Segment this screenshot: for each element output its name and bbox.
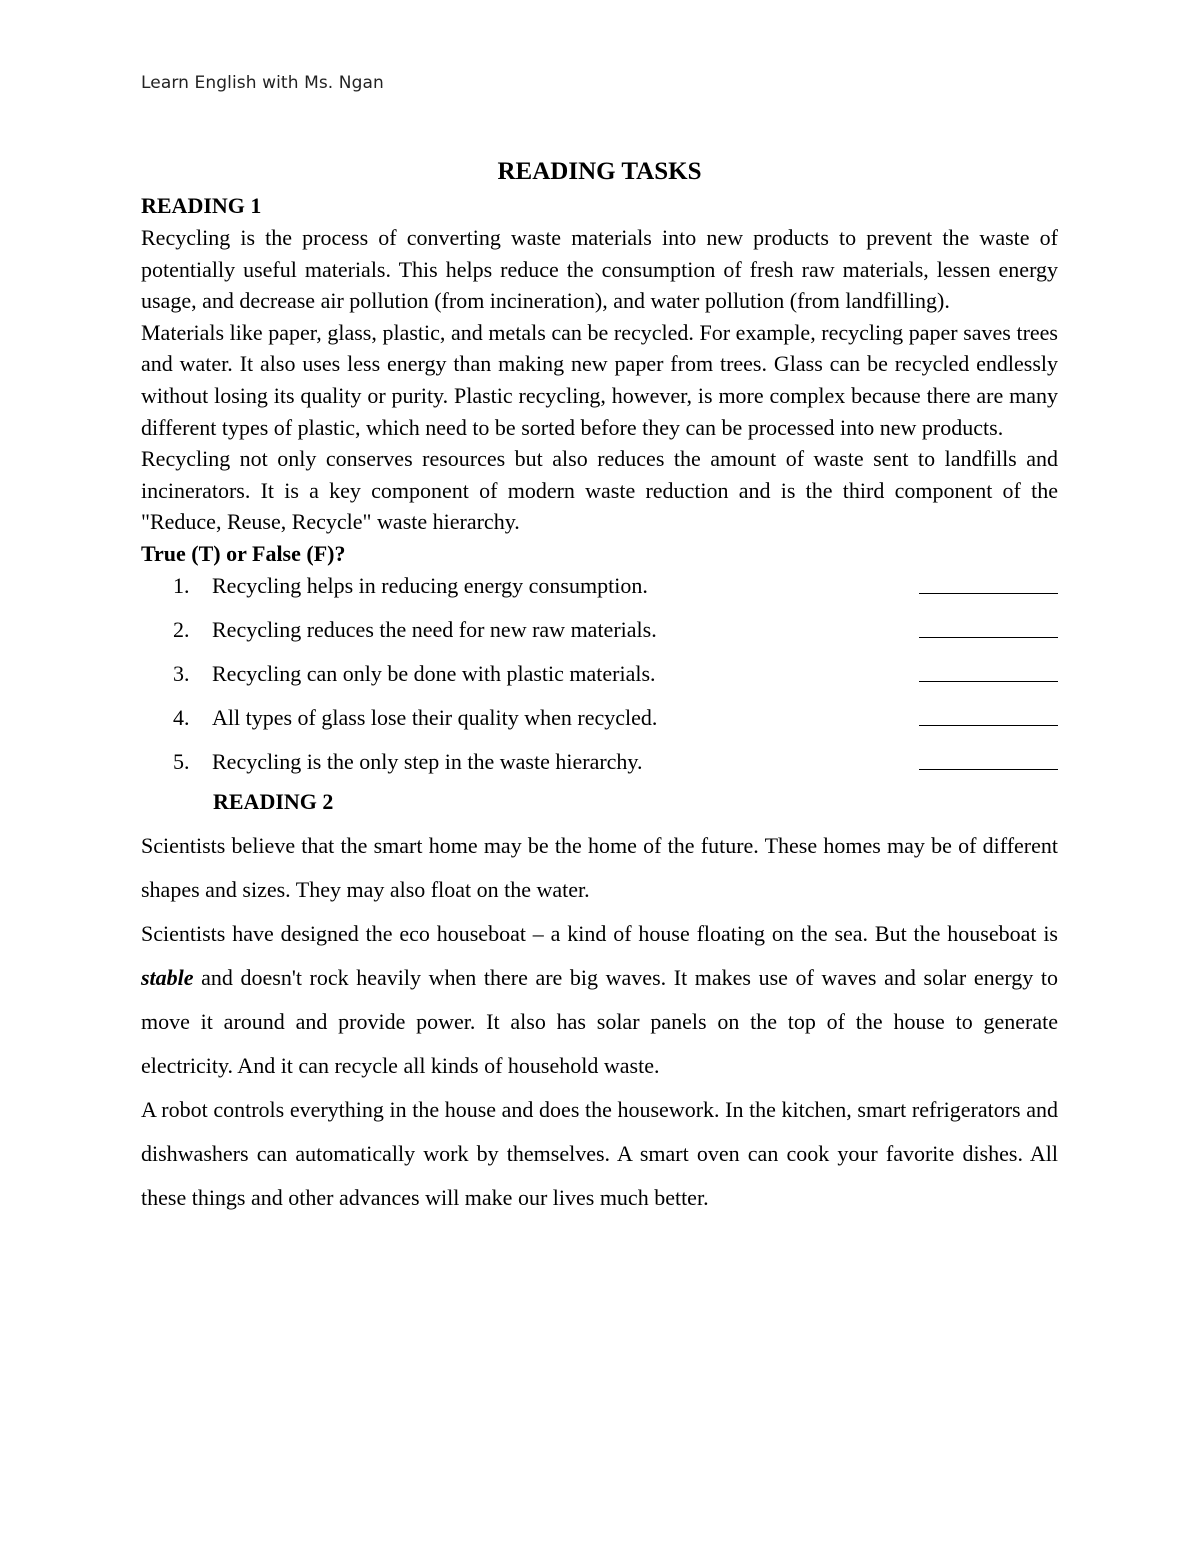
true-false-heading: True (T) or False (F)? — [141, 540, 346, 566]
page-title: READING TASKS — [497, 158, 702, 185]
reading-1-heading: READING 1 — [141, 193, 262, 218]
reading-1-paragraph-3: Recycling not only conserves resources but also reduces the amount of waste sent to landfills and incinerators. It is a key component of modern waste reduction and is the third component of the "Reduce, Reuse, Recycle" waste hierarchy. — [141, 446, 1058, 535]
reading-2-paragraph-1: Scientists believe that the smart home may be the home of the future. These homes may be of different shapes and sizes. They may also float on the water. — [141, 832, 1058, 902]
question-item — [141, 570, 1058, 614]
answer-blank[interactable] — [919, 725, 1058, 726]
reading-2-paragraph-3: A robot controls everything in the house and does the housework. In the kitchen, smart refrigerators and dishwashers can automatically work by themselves. A smart oven can cook your favorite dishes. All these things and other advances will make our lives much better. — [141, 1096, 1058, 1210]
question-text: Recycling is the only step in the waste hierarchy. — [212, 748, 643, 774]
question-text: Recycling can only be done with plastic materials. — [212, 660, 656, 686]
answer-blank[interactable] — [919, 637, 1058, 638]
question-text: Recycling reduces the need for new raw materials. — [212, 616, 657, 642]
question-number: 2. — [173, 616, 190, 642]
question-number: 1. — [173, 572, 190, 598]
question-number: 5. — [173, 748, 190, 774]
reading-2-paragraph-2 — [141, 912, 1058, 1088]
question-text: All types of glass lose their quality when recycled. — [212, 704, 658, 730]
answer-blank[interactable] — [919, 681, 1058, 682]
page-header: Learn English with Ms. Ngan — [141, 73, 384, 93]
paragraph-text-after: and doesn't rock heavily when there are big waves. It makes use of waves and solar energy to move it around and provide power. It also has solar panels on the top of the house to generate electricity. And it can recycle all kinds of household waste. — [141, 964, 1058, 1078]
question-item — [141, 614, 1058, 658]
true-false-questions — [141, 570, 1058, 790]
document-body — [141, 155, 1058, 1220]
paragraph-text-before: Scientists have designed the eco houseboat – a kind of house floating on the sea. But the houseboat is — [141, 920, 1058, 946]
reading-1-paragraph-1: Recycling is the process of converting waste materials into new products to prevent the waste of potentially useful materials. This helps reduce the consumption of fresh raw materials, lessen energy usage, and decrease air pollution (from incineration), and water pollution (from landfilling). — [141, 225, 1058, 314]
emphasized-word: stable — [141, 964, 194, 990]
question-item — [141, 658, 1058, 702]
question-text: Recycling helps in reducing energy consumption. — [212, 572, 648, 598]
answer-blank[interactable] — [919, 769, 1058, 770]
answer-blank[interactable] — [919, 593, 1058, 594]
reading-1-paragraph-2: Materials like paper, glass, plastic, and metals can be recycled. For example, recycling paper saves trees and water. It also uses less energy than making new paper from trees. Glass can be recycled endlessly without losing its quality or purity. Plastic recycling, however, is more complex because there are many different types of plastic, which need to be sorted before they can be processed into new products. — [141, 319, 1058, 440]
question-number: 3. — [173, 660, 190, 686]
reading-2-heading: READING 2 — [213, 788, 334, 814]
question-item — [141, 746, 1058, 790]
question-item — [141, 702, 1058, 746]
question-number: 4. — [173, 704, 190, 730]
